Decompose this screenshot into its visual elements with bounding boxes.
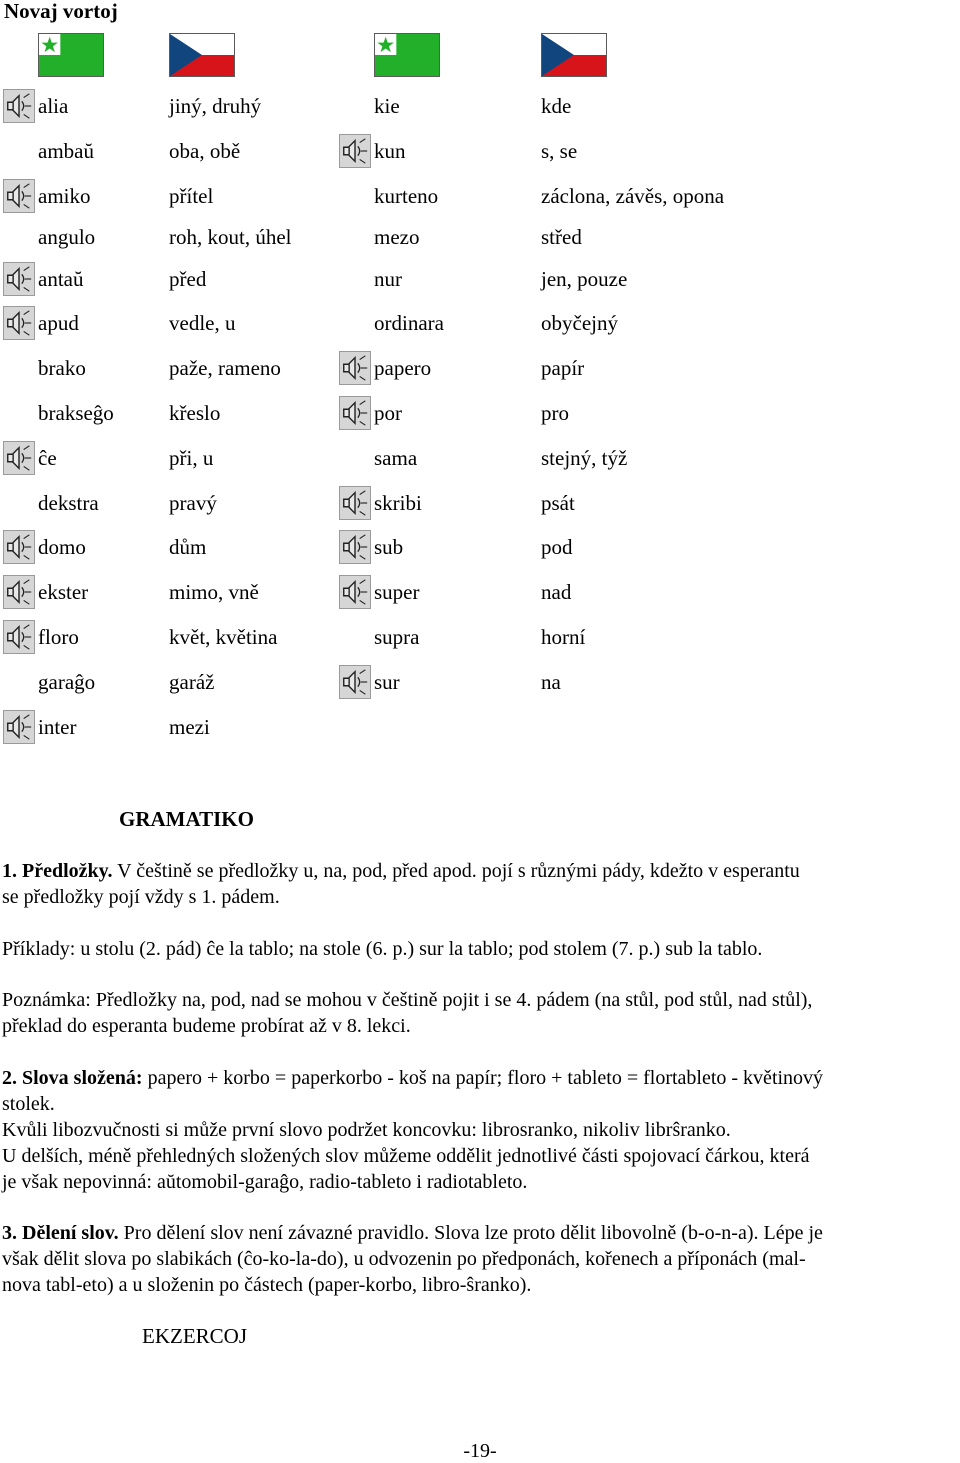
vocab-czech-translation: garáž xyxy=(169,670,215,694)
page-number: -19- xyxy=(463,1440,497,1462)
vocab-czech-translation: křeslo xyxy=(169,401,221,425)
speaker-icon xyxy=(4,307,34,339)
vocab-esperanto-word: antaŭ xyxy=(38,267,84,291)
grammar-paragraph-note: Poznámka: Předložky na, pod, nad se mohou v češtině pojit i se 4. pádem (na stůl, pod stůl, nad stůl), překlad do esperanta budeme probírat až v 8. lekci. xyxy=(2,989,813,1037)
speaker-icon xyxy=(4,90,34,122)
vocab-esperanto-word: brako xyxy=(38,356,86,380)
audio-play-button[interactable] xyxy=(339,134,371,168)
audio-play-button[interactable] xyxy=(339,486,371,520)
vocab-czech-translation: jen, pouze xyxy=(541,267,628,291)
grammar-title: GRAMATIKO xyxy=(119,807,254,831)
audio-play-button[interactable] xyxy=(3,620,35,654)
speaker-icon xyxy=(340,487,370,519)
vocab-czech-translation: květ, květina xyxy=(169,625,278,649)
vocab-esperanto-word: supra xyxy=(374,625,420,649)
vocab-esperanto-word: apud xyxy=(38,311,79,335)
audio-play-button[interactable] xyxy=(3,441,35,475)
speaker-icon xyxy=(340,666,370,698)
vocab-czech-translation: nad xyxy=(541,580,572,604)
audio-play-button[interactable] xyxy=(3,575,35,609)
audio-play-button[interactable] xyxy=(339,396,371,430)
vocab-esperanto-word: kie xyxy=(374,94,400,118)
audio-play-button[interactable] xyxy=(3,179,35,213)
vocab-czech-translation: papír xyxy=(541,356,585,380)
vocab-esperanto-word: kun xyxy=(374,139,406,163)
vocab-esperanto-word: angulo xyxy=(38,225,96,249)
czech-flag-icon xyxy=(542,34,606,76)
vocab-esperanto-word: amiko xyxy=(38,184,91,208)
audio-play-button[interactable] xyxy=(3,306,35,340)
vocab-czech-translation: mimo, vně xyxy=(169,580,259,604)
vocab-czech-translation: pod xyxy=(541,535,573,559)
hyphenation-heading: 3. Dělení slov. xyxy=(2,1222,119,1244)
vocab-czech-translation: záclona, závěs, opona xyxy=(541,184,725,208)
vocab-czech-translation: mezi xyxy=(169,715,210,739)
vocab-czech-translation: dům xyxy=(169,535,207,559)
compounds-heading: 2. Slova složená: xyxy=(2,1067,143,1089)
exercise-title: EKZERCOJ xyxy=(142,1324,247,1348)
vocab-czech-translation: pro xyxy=(541,401,569,425)
speaker-icon xyxy=(4,576,34,608)
czech-flag xyxy=(169,33,235,77)
audio-play-button[interactable] xyxy=(3,262,35,296)
esperanto-flag xyxy=(374,33,440,77)
grammar-paragraph-examples: Příklady: u stolu (2. pád) ĉe la tablo; na stole (6. p.) sur la tablo; pod stolem (7. p.) sub la tablo. xyxy=(2,938,763,960)
vocab-czech-translation: před xyxy=(169,267,207,291)
esperanto-flag-icon xyxy=(39,34,103,76)
speaker-icon xyxy=(4,621,34,653)
vocab-esperanto-word: ambaŭ xyxy=(38,139,94,163)
vocab-czech-translation: při, u xyxy=(169,446,214,470)
vocab-esperanto-word: skribi xyxy=(374,491,422,515)
vocab-esperanto-word: por xyxy=(374,401,402,425)
vocab-czech-translation: oba, obě xyxy=(169,139,241,163)
vocab-esperanto-word: dekstra xyxy=(38,491,99,515)
vocab-esperanto-word: alia xyxy=(38,94,69,118)
vocab-esperanto-word: sur xyxy=(374,670,400,694)
vocab-czech-translation: paže, rameno xyxy=(169,356,281,380)
grammar-paragraph-hyphenation: 3. Dělení slov. Pro dělení slov není závazné pravidlo. Slova lze proto dělit libovolně (b-o-n-a). Lépe je však dělit slova po slabikách (ĉo-ko-la-do), u odvozenin po předponách, kořenech a příponách (mal- nova tabl-eto) a u složenin po částech (paper-korbo, libro-ŝranko). xyxy=(2,1222,823,1296)
czech-flag-icon xyxy=(170,34,234,76)
audio-play-button[interactable] xyxy=(339,665,371,699)
audio-play-button[interactable] xyxy=(3,89,35,123)
vocab-esperanto-word: papero xyxy=(374,356,432,380)
grammar-paragraph-compounds: 2. Slova složená: papero + korbo = paperkorbo - koš na papír; floro + tableto = flortableto - květinový stolek. Kvůli libozvučnosti si může první slovo podržet koncovku: librosranko, nikoliv librŝranko. U delších, méně přehledných složených slov můžeme oddělit jednotlivé části spojovací čárkou, která je však nepovinná: aŭtomobil-garaĝo, radio-tableto i radiotableto. xyxy=(2,1067,824,1193)
vocab-esperanto-word: brakseĝo xyxy=(38,401,114,425)
vocab-czech-translation: pravý xyxy=(169,491,217,515)
speaker-icon xyxy=(4,180,34,212)
audio-play-button[interactable] xyxy=(339,575,371,609)
vocab-czech-translation: vedle, u xyxy=(169,311,236,335)
vocab-esperanto-word: floro xyxy=(38,625,79,649)
vocab-czech-translation: přítel xyxy=(169,184,214,208)
vocab-esperanto-word: super xyxy=(374,580,420,604)
audio-play-button[interactable] xyxy=(3,710,35,744)
speaker-icon xyxy=(340,352,370,384)
esperanto-flag xyxy=(38,33,104,77)
speaker-icon xyxy=(340,531,370,563)
speaker-icon xyxy=(340,576,370,608)
vocab-czech-translation: kde xyxy=(541,94,572,118)
vocab-esperanto-word: ĉe xyxy=(38,446,57,470)
esperanto-flag-icon xyxy=(375,34,439,76)
vocab-esperanto-word: sama xyxy=(374,446,418,470)
vocab-czech-translation: horní xyxy=(541,625,586,649)
czech-flag xyxy=(541,33,607,77)
prepositions-heading: 1. Předložky. xyxy=(2,860,113,882)
speaker-icon xyxy=(4,531,34,563)
grammar-paragraph-prepositions: 1. Předložky. V češtině se předložky u, na, pod, před apod. pojí s různými pády, kdežto v esperantu se předložky pojí vždy s 1. pádem. xyxy=(2,860,800,908)
speaker-icon xyxy=(4,711,34,743)
vocab-esperanto-word: mezo xyxy=(374,225,420,249)
speaker-icon xyxy=(340,397,370,429)
speaker-icon xyxy=(340,135,370,167)
vocab-esperanto-word: ekster xyxy=(38,580,89,604)
audio-play-button[interactable] xyxy=(339,351,371,385)
vocab-esperanto-word: domo xyxy=(38,535,86,559)
audio-play-button[interactable] xyxy=(3,530,35,564)
page-heading: Novaj vortoj xyxy=(4,0,118,23)
vocab-czech-translation: obyčejný xyxy=(541,311,618,335)
vocab-esperanto-word: inter xyxy=(38,715,77,739)
vocab-esperanto-word: ordinara xyxy=(374,311,444,335)
audio-play-button[interactable] xyxy=(339,530,371,564)
vocab-czech-translation: stejný, týž xyxy=(541,446,628,470)
vocab-czech-translation: roh, kout, úhel xyxy=(169,225,292,249)
vocab-czech-translation: psát xyxy=(541,491,575,515)
vocab-esperanto-word: sub xyxy=(374,535,404,559)
vocab-czech-translation: střed xyxy=(541,225,582,249)
vocab-czech-translation: s, se xyxy=(541,139,578,163)
vocab-czech-translation: na xyxy=(541,670,561,694)
speaker-icon xyxy=(4,263,34,295)
vocab-czech-translation: jiný, druhý xyxy=(169,94,262,118)
speaker-icon xyxy=(4,442,34,474)
vocab-esperanto-word: nur xyxy=(374,267,402,291)
vocab-esperanto-word: garaĝo xyxy=(38,670,96,694)
vocab-esperanto-word: kurteno xyxy=(374,184,439,208)
